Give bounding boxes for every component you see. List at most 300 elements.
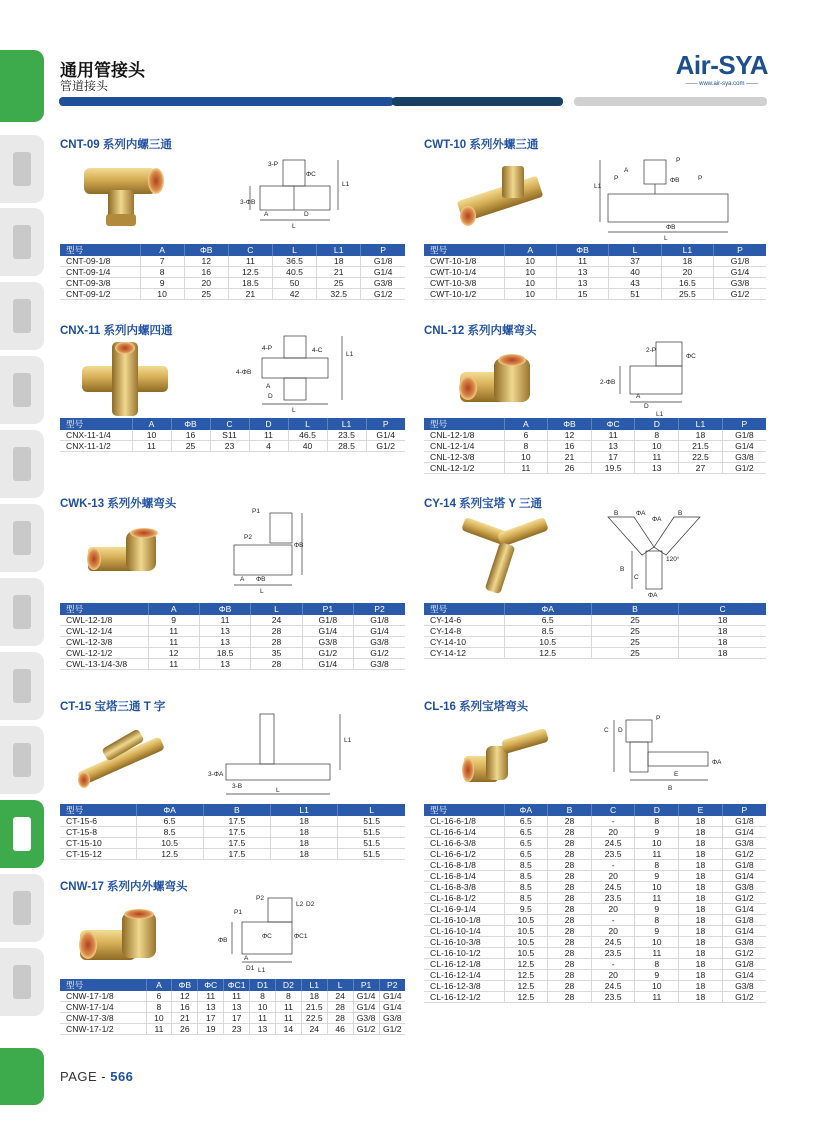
- header-bar-grey: [574, 97, 767, 106]
- value-cell: G3/8: [722, 882, 766, 893]
- column-header: 型号: [60, 418, 132, 430]
- value-cell: 11: [146, 1024, 172, 1035]
- value-cell: 26: [172, 1024, 198, 1035]
- side-tab-4[interactable]: [0, 356, 44, 424]
- value-cell: G1/2: [714, 289, 766, 300]
- column-header: ΦB: [184, 244, 228, 256]
- column-header: 型号: [60, 603, 148, 615]
- value-cell: 13: [224, 1002, 250, 1013]
- page-title: 通用管接头: [60, 61, 145, 80]
- dim-label: D: [304, 211, 309, 218]
- value-cell: 6.5: [504, 816, 548, 827]
- value-cell: 6.5: [504, 849, 548, 860]
- value-cell: 21.5: [679, 441, 723, 452]
- dim-label: A: [636, 393, 641, 400]
- value-cell: 7: [140, 256, 184, 267]
- value-cell: 21: [317, 267, 361, 278]
- dim-label: ΦA: [712, 759, 722, 766]
- value-cell: 13: [199, 637, 250, 648]
- drawing-cnw17: [216, 892, 346, 974]
- value-cell: G3/8: [361, 278, 405, 289]
- column-header: A: [504, 244, 556, 256]
- value-cell: G3/8: [354, 637, 405, 648]
- table-row: [424, 959, 766, 970]
- value-cell: 17.5: [203, 827, 270, 838]
- value-cell: 8: [275, 991, 301, 1002]
- table-body: [60, 430, 405, 452]
- value-cell: 26: [548, 463, 592, 474]
- page-number: [60, 1069, 133, 1084]
- model-cell: CNT-09-1/8: [60, 256, 140, 267]
- value-cell: 28: [548, 948, 592, 959]
- column-header: P: [361, 244, 405, 256]
- side-tab-6[interactable]: [0, 504, 44, 572]
- value-cell: G1/8: [722, 860, 766, 871]
- table-row: [424, 893, 766, 904]
- value-cell: G1/2: [366, 441, 405, 452]
- value-cell: 20: [591, 904, 635, 915]
- model-cell: CWL-12-1/8: [60, 615, 148, 626]
- column-header: ΦB: [199, 603, 250, 615]
- column-header: ΦA: [504, 804, 548, 816]
- value-cell: 8: [146, 1002, 172, 1013]
- table-row: [424, 256, 766, 267]
- value-cell: 18: [679, 430, 723, 441]
- value-cell: G3/8: [714, 278, 766, 289]
- value-cell: G1/4: [302, 626, 353, 637]
- value-cell: 50: [272, 278, 316, 289]
- column-header: C: [591, 804, 635, 816]
- drawing-cl16: [574, 712, 724, 800]
- column-header: L1: [271, 804, 338, 816]
- table-row: [424, 838, 766, 849]
- table-row: [60, 838, 405, 849]
- value-cell: 20: [184, 278, 228, 289]
- table-row: [60, 659, 405, 670]
- model-cell: CL-16-9-1/4: [424, 904, 504, 915]
- model-cell: CNL-12-1/2: [424, 463, 504, 474]
- value-cell: 6.5: [504, 615, 591, 626]
- value-cell: G3/8: [353, 1013, 379, 1024]
- value-cell: G1/2: [379, 1024, 405, 1035]
- value-cell: 4: [249, 441, 288, 452]
- model-cell: CY-14-12: [424, 648, 504, 659]
- table-row: [424, 637, 766, 648]
- page-label: PAGE -: [60, 1069, 111, 1084]
- value-cell: 6: [146, 991, 172, 1002]
- value-cell: 51.5: [338, 827, 405, 838]
- value-cell: 21: [172, 1013, 198, 1024]
- side-tab-11[interactable]: [0, 874, 44, 942]
- value-cell: 20: [661, 267, 713, 278]
- value-cell: 25: [171, 441, 210, 452]
- table-header-row: [60, 979, 405, 991]
- table-body: [424, 816, 766, 1003]
- model-cell: CNW-17-1/8: [60, 991, 146, 1002]
- column-header: A: [132, 418, 171, 430]
- value-cell: 8: [504, 441, 548, 452]
- product-photo-cwk13: [84, 525, 174, 585]
- value-cell: 24: [301, 1024, 327, 1035]
- value-cell: 18.5: [228, 278, 272, 289]
- spec-table-cy14: [424, 603, 766, 659]
- column-header: ΦA: [136, 804, 203, 816]
- table-row: [60, 626, 405, 637]
- value-cell: 11: [148, 626, 199, 637]
- value-cell: 28: [548, 816, 592, 827]
- value-cell: G1/4: [379, 1002, 405, 1013]
- table-header-row: [60, 603, 405, 615]
- column-header: ΦC1: [224, 979, 250, 991]
- value-cell: G1/4: [354, 626, 405, 637]
- value-cell: 18: [679, 882, 723, 893]
- value-cell: 18: [661, 256, 713, 267]
- value-cell: 16.5: [661, 278, 713, 289]
- dim-label: L: [292, 223, 296, 230]
- value-cell: G1/2: [361, 289, 405, 300]
- table-row: [424, 626, 766, 637]
- value-cell: 8.5: [504, 882, 548, 893]
- side-tab-3[interactable]: [0, 282, 44, 350]
- model-cell: CT-15-6: [60, 816, 136, 827]
- model-cell: CL-16-12-1/2: [424, 992, 504, 1003]
- value-cell: -: [591, 816, 635, 827]
- value-cell: 40.5: [272, 267, 316, 278]
- column-header: L: [251, 603, 302, 615]
- value-cell: G1/2: [722, 463, 766, 474]
- value-cell: 18: [679, 860, 723, 871]
- model-cell: CNT-09-1/4: [60, 267, 140, 278]
- value-cell: 28: [548, 849, 592, 860]
- table-header-row: [424, 603, 766, 615]
- model-cell: CL-16-8-1/4: [424, 871, 504, 882]
- column-header: B: [548, 804, 592, 816]
- value-cell: 17: [198, 1013, 224, 1024]
- dim-label: L1: [258, 967, 266, 974]
- dim-label: P: [656, 715, 661, 722]
- value-cell: 18: [679, 992, 723, 1003]
- column-header: 型号: [424, 603, 504, 615]
- column-header: P2: [354, 603, 405, 615]
- value-cell: 10.5: [504, 926, 548, 937]
- table-body: [60, 256, 405, 300]
- value-cell: 10.5: [136, 838, 203, 849]
- fitting-icon: [13, 669, 31, 703]
- value-cell: 12.5: [504, 981, 548, 992]
- drawing-cwk13: [230, 507, 360, 595]
- value-cell: G1/4: [366, 430, 405, 441]
- dim-label: L1: [346, 351, 354, 358]
- model-cell: CL-16-10-1/2: [424, 948, 504, 959]
- value-cell: G1/4: [722, 926, 766, 937]
- side-tab-9[interactable]: [0, 726, 44, 794]
- side-tab-1[interactable]: [0, 135, 44, 203]
- value-cell: 23.5: [327, 430, 366, 441]
- value-cell: 12.5: [504, 970, 548, 981]
- value-cell: 24.5: [591, 937, 635, 948]
- dim-label: B: [614, 510, 619, 517]
- table-row: [60, 1002, 405, 1013]
- value-cell: 11: [224, 991, 250, 1002]
- dim-label: ΦC: [306, 171, 316, 178]
- spec-table-cnl12: [424, 418, 766, 474]
- column-header: L: [609, 244, 661, 256]
- spec-table-cnt09: [60, 244, 405, 300]
- value-cell: 42: [272, 289, 316, 300]
- value-cell: 10: [635, 882, 679, 893]
- column-header: L1: [317, 244, 361, 256]
- product-photo-cwt10: [454, 158, 549, 228]
- value-cell: G1/8: [361, 256, 405, 267]
- value-cell: 10: [250, 1002, 276, 1013]
- header-bar-blue: [59, 97, 394, 106]
- model-cell: CL-16-6-3/8: [424, 838, 504, 849]
- value-cell: 18: [679, 926, 723, 937]
- value-cell: 9: [635, 926, 679, 937]
- value-cell: 10: [140, 289, 184, 300]
- value-cell: 18: [271, 838, 338, 849]
- side-tab-2[interactable]: [0, 208, 44, 276]
- value-cell: G1/8: [722, 959, 766, 970]
- dim-label: C: [634, 574, 639, 581]
- value-cell: 18: [271, 849, 338, 860]
- value-cell: 12: [148, 648, 199, 659]
- value-cell: 18: [679, 904, 723, 915]
- table-row: [60, 615, 405, 626]
- value-cell: G1/4: [353, 991, 379, 1002]
- model-cell: CY-14-6: [424, 615, 504, 626]
- model-cell: CNW-17-3/8: [60, 1013, 146, 1024]
- value-cell: 18: [679, 637, 766, 648]
- model-cell: CL-16-12-1/8: [424, 959, 504, 970]
- model-cell: CL-16-10-1/8: [424, 915, 504, 926]
- value-cell: 12.5: [228, 267, 272, 278]
- table-header-row: [424, 804, 766, 816]
- value-cell: 10: [132, 430, 171, 441]
- table-row: [424, 648, 766, 659]
- value-cell: 20: [591, 871, 635, 882]
- value-cell: 18: [679, 981, 723, 992]
- value-cell: 28: [548, 904, 592, 915]
- dim-label: ΦA: [652, 516, 662, 523]
- column-header: ΦA: [504, 603, 591, 615]
- table-row: [424, 904, 766, 915]
- dim-label: L: [664, 235, 668, 242]
- dim-label: 4-C: [312, 347, 323, 354]
- value-cell: -: [591, 915, 635, 926]
- table-body: [60, 991, 405, 1035]
- model-cell: CY-14-10: [424, 637, 504, 648]
- fitting-icon: [13, 595, 31, 629]
- value-cell: 51.5: [338, 816, 405, 827]
- dim-label: ΦB: [670, 177, 680, 184]
- value-cell: 17.5: [203, 838, 270, 849]
- table-row: [424, 882, 766, 893]
- fitting-icon: [13, 817, 31, 851]
- value-cell: 8: [250, 991, 276, 1002]
- value-cell: 11: [275, 1013, 301, 1024]
- value-cell: 8: [635, 430, 679, 441]
- model-cell: CL-16-12-1/4: [424, 970, 504, 981]
- value-cell: 21: [228, 289, 272, 300]
- column-header: D: [249, 418, 288, 430]
- dim-label: ΦB: [666, 224, 676, 231]
- value-cell: 15: [556, 289, 608, 300]
- table-header-row: [60, 244, 405, 256]
- value-cell: 28: [548, 838, 592, 849]
- value-cell: 9: [635, 904, 679, 915]
- value-cell: G1/4: [722, 970, 766, 981]
- value-cell: 25: [591, 626, 678, 637]
- model-cell: CNL-12-1/4: [424, 441, 504, 452]
- table-row: [60, 827, 405, 838]
- product-photo-cnw17: [74, 900, 170, 970]
- value-cell: 11: [635, 849, 679, 860]
- value-cell: G1/8: [302, 615, 353, 626]
- value-cell: G1/2: [722, 893, 766, 904]
- value-cell: 18: [679, 948, 723, 959]
- table-row: [424, 463, 766, 474]
- column-header: ΦB: [171, 418, 210, 430]
- value-cell: 13: [250, 1024, 276, 1035]
- value-cell: 28: [548, 827, 592, 838]
- section-title: CT-15 宝塔三通 T 字: [60, 701, 166, 713]
- header-bar-dark: [392, 97, 563, 106]
- value-cell: 36.5: [272, 256, 316, 267]
- value-cell: 25: [591, 648, 678, 659]
- side-tab-12[interactable]: [0, 948, 44, 1016]
- table-header-row: [424, 418, 766, 430]
- value-cell: 11: [249, 430, 288, 441]
- section-title: CY-14 系列宝塔 Y 三通: [424, 498, 543, 510]
- table-row: [424, 992, 766, 1003]
- section-title: CWT-10 系列外螺三通: [424, 139, 539, 151]
- side-tab-8[interactable]: [0, 652, 44, 720]
- model-cell: CNT-09-3/8: [60, 278, 140, 289]
- value-cell: 20: [591, 970, 635, 981]
- value-cell: 28: [548, 970, 592, 981]
- model-cell: CL-16-12-3/8: [424, 981, 504, 992]
- column-header: A: [504, 418, 548, 430]
- product-photo-cnl12: [454, 344, 544, 416]
- value-cell: 25: [317, 278, 361, 289]
- product-photo-cy14: [452, 515, 552, 595]
- column-header: E: [679, 804, 723, 816]
- section-title: CNW-17 系列内外螺弯头: [60, 881, 188, 893]
- value-cell: 10.5: [504, 915, 548, 926]
- spec-table-cwt10: [424, 244, 766, 300]
- value-cell: 18.5: [199, 648, 250, 659]
- value-cell: 24: [327, 991, 353, 1002]
- dim-label: P: [614, 175, 619, 182]
- dim-label: A: [240, 576, 245, 583]
- value-cell: 35: [251, 648, 302, 659]
- dim-label: 4-P: [262, 345, 273, 352]
- value-cell: 23.5: [591, 948, 635, 959]
- dim-label: 3-B: [232, 783, 243, 790]
- model-cell: CWL-12-1/2: [60, 648, 148, 659]
- column-header: ΦC: [591, 418, 635, 430]
- dim-label: B: [668, 785, 673, 792]
- value-cell: 23.5: [591, 893, 635, 904]
- value-cell: 28: [251, 626, 302, 637]
- dim-label: ΦC: [262, 933, 272, 940]
- value-cell: 12: [172, 991, 198, 1002]
- section-title: CNX-11 系列内螺四通: [60, 325, 173, 337]
- model-cell: CT-15-8: [60, 827, 136, 838]
- value-cell: 28: [548, 937, 592, 948]
- value-cell: 18: [271, 827, 338, 838]
- dim-label: B: [620, 566, 625, 573]
- dim-label: D1: [246, 965, 255, 972]
- value-cell: 18: [679, 626, 766, 637]
- model-cell: CT-15-12: [60, 849, 136, 860]
- side-tab-7[interactable]: [0, 578, 44, 646]
- value-cell: 6.5: [136, 816, 203, 827]
- column-header: 型号: [60, 979, 146, 991]
- value-cell: 11: [275, 1002, 301, 1013]
- value-cell: 28: [548, 981, 592, 992]
- value-cell: 12: [548, 430, 592, 441]
- side-tab-bottom: [0, 1048, 44, 1105]
- table-row: [424, 915, 766, 926]
- table-row: [60, 991, 405, 1002]
- value-cell: 12.5: [504, 648, 591, 659]
- value-cell: 27: [679, 463, 723, 474]
- column-header: 型号: [424, 418, 504, 430]
- model-cell: CNL-12-3/8: [424, 452, 504, 463]
- table-row: [60, 441, 405, 452]
- dim-label: 3-P: [268, 161, 279, 168]
- value-cell: 51.5: [338, 838, 405, 849]
- dim-label: P1: [252, 508, 260, 515]
- section-title: CNL-12 系列内螺弯头: [424, 325, 537, 337]
- value-cell: 14: [275, 1024, 301, 1035]
- value-cell: 13: [556, 267, 608, 278]
- drawing-ct15: [206, 710, 376, 798]
- value-cell: 18: [679, 827, 723, 838]
- side-tab-10-active[interactable]: [0, 800, 44, 868]
- value-cell: 11: [635, 992, 679, 1003]
- value-cell: 11: [199, 615, 250, 626]
- table-row: [424, 860, 766, 871]
- drawing-cnx11: [232, 332, 372, 412]
- value-cell: 9: [635, 827, 679, 838]
- value-cell: 10: [504, 256, 556, 267]
- table-body: [60, 615, 405, 670]
- value-cell: 18: [271, 816, 338, 827]
- value-cell: 51.5: [338, 849, 405, 860]
- model-cell: CWT-10-1/8: [424, 256, 504, 267]
- value-cell: 8.5: [504, 860, 548, 871]
- column-header: B: [203, 804, 270, 816]
- column-header: D2: [275, 979, 301, 991]
- dim-label: L1: [342, 181, 350, 188]
- spec-table-cwk13: [60, 603, 405, 670]
- value-cell: 28: [548, 959, 592, 970]
- model-cell: CL-16-8-1/2: [424, 893, 504, 904]
- value-cell: 9: [635, 970, 679, 981]
- value-cell: 11: [228, 256, 272, 267]
- table-row: [60, 430, 405, 441]
- value-cell: 16: [184, 267, 228, 278]
- dim-label: E: [674, 771, 679, 778]
- value-cell: 8: [635, 959, 679, 970]
- fitting-icon: [13, 225, 31, 259]
- fitting-icon: [13, 373, 31, 407]
- drawing-cy14: [594, 507, 714, 599]
- side-tab-5[interactable]: [0, 430, 44, 498]
